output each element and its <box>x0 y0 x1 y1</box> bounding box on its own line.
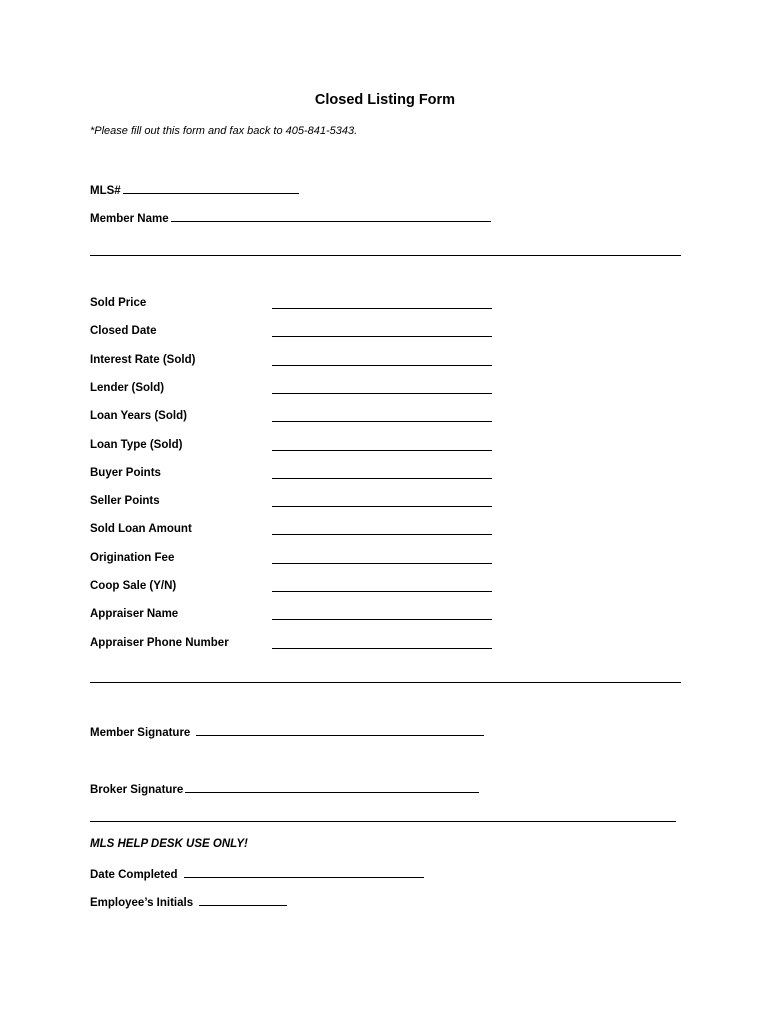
member-signature-label: Member Signature <box>90 727 191 739</box>
field-label: Origination Fee <box>90 552 175 564</box>
fax-instruction: *Please fill out this form and fax back to 405-841-5343. <box>90 125 358 137</box>
field-label: Seller Points <box>90 495 160 507</box>
broker-signature-row <box>90 781 479 796</box>
field-input-line[interactable] <box>272 619 492 620</box>
broker-signature-field[interactable] <box>185 781 479 793</box>
employee-initials-label: Employee’s Initials <box>90 897 194 909</box>
section-divider-middle <box>90 682 681 683</box>
member-name-row <box>90 210 491 225</box>
field-input-line[interactable] <box>272 563 492 564</box>
date-completed-row <box>90 866 424 881</box>
mls-number-field[interactable] <box>123 182 299 194</box>
member-name-label: Member Name <box>90 213 169 225</box>
field-input-line[interactable] <box>272 393 492 394</box>
section-divider-bottom <box>90 821 676 822</box>
mls-number-label: MLS# <box>90 185 121 197</box>
employee-initials-row <box>90 894 287 909</box>
field-label: Coop Sale (Y/N) <box>90 580 177 592</box>
broker-signature-label: Broker Signature <box>90 784 184 796</box>
field-input-line[interactable] <box>272 308 492 309</box>
field-input-line[interactable] <box>272 421 492 422</box>
field-label: Sold Price <box>90 297 147 309</box>
mls-number-row <box>90 182 299 197</box>
date-completed-label: Date Completed <box>90 869 178 881</box>
field-input-line[interactable] <box>272 534 492 535</box>
field-input-line[interactable] <box>272 591 492 592</box>
field-label: Loan Years (Sold) <box>90 410 187 422</box>
helpdesk-heading: MLS HELP DESK USE ONLY! <box>90 838 248 850</box>
member-signature-field[interactable] <box>196 724 484 736</box>
date-completed-field[interactable] <box>184 866 424 878</box>
field-input-line[interactable] <box>272 648 492 649</box>
field-input-line[interactable] <box>272 450 492 451</box>
field-label: Interest Rate (Sold) <box>90 354 196 366</box>
member-name-field[interactable] <box>171 210 491 222</box>
member-signature-row <box>90 724 484 739</box>
field-label: Appraiser Phone Number <box>90 637 229 649</box>
field-input-line[interactable] <box>272 478 492 479</box>
field-label: Buyer Points <box>90 467 161 479</box>
field-label: Sold Loan Amount <box>90 523 192 535</box>
field-input-line[interactable] <box>272 506 492 507</box>
field-label: Closed Date <box>90 325 157 337</box>
field-label: Appraiser Name <box>90 608 179 620</box>
form-title: Closed Listing Form <box>314 92 456 108</box>
field-input-line[interactable] <box>272 336 492 337</box>
field-input-line[interactable] <box>272 365 492 366</box>
field-label: Lender (Sold) <box>90 382 165 394</box>
field-label: Loan Type (Sold) <box>90 439 183 451</box>
section-divider-top <box>90 255 681 256</box>
employee-initials-field[interactable] <box>199 894 287 906</box>
